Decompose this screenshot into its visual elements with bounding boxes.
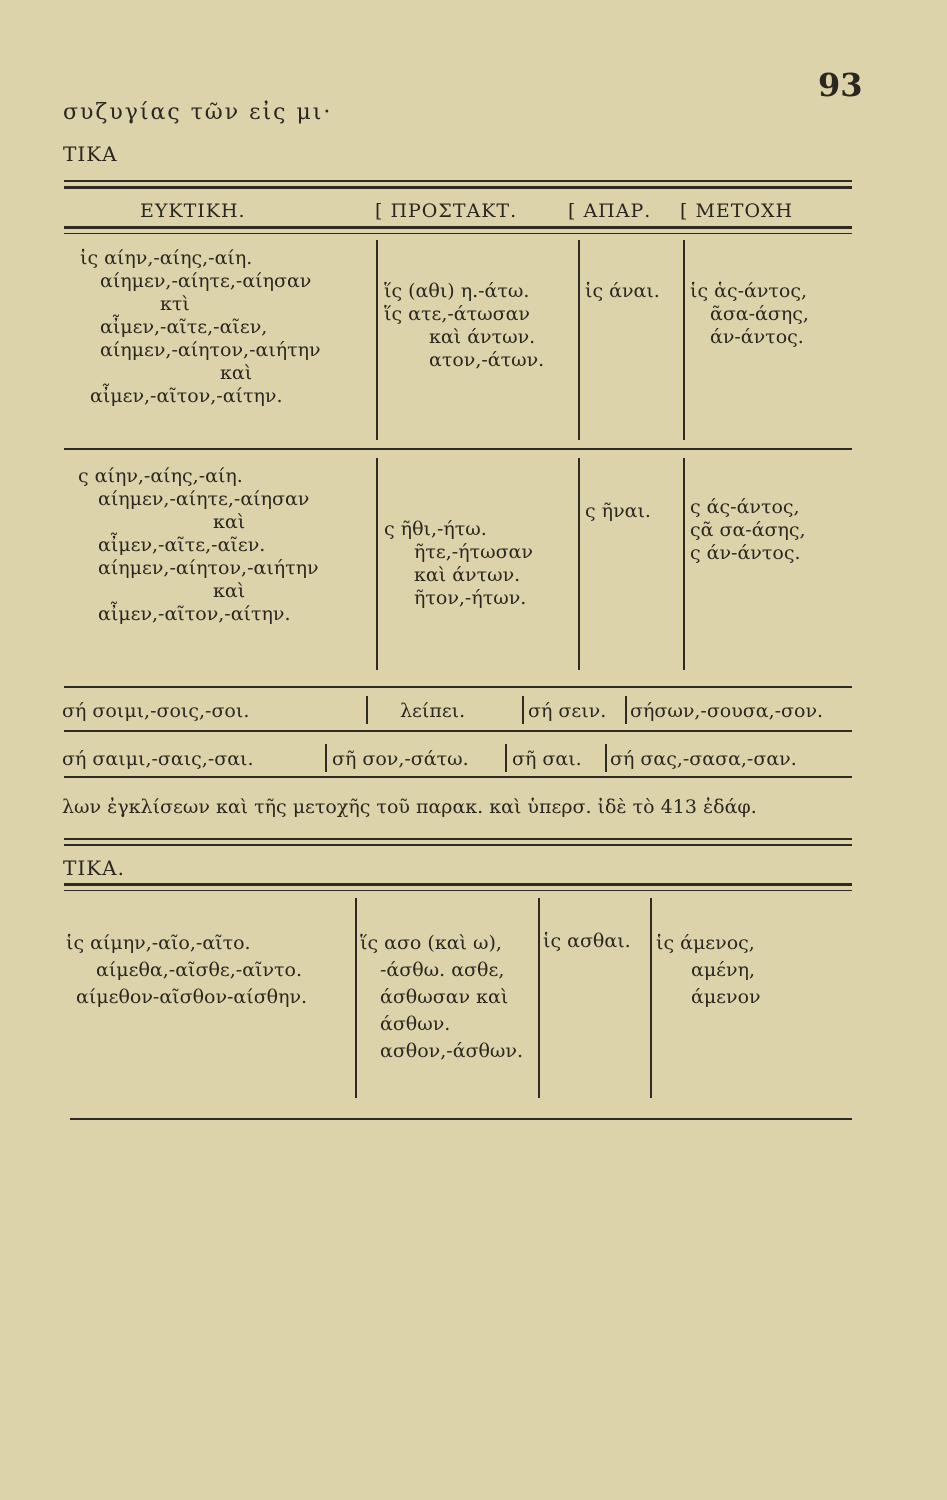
column-divider	[505, 744, 507, 772]
rule	[64, 730, 852, 732]
column-divider	[605, 744, 607, 772]
row3-imperative: λείπει.	[400, 700, 466, 722]
column-divider	[366, 696, 368, 724]
rule	[64, 686, 852, 688]
rule	[64, 838, 852, 840]
row4-optative: σή σαιμι,-σαις,-σαι.	[62, 748, 254, 770]
block1-participle: ἱς ἁς-άντος, ᾶσα-άσης, άν-άντος.	[690, 280, 809, 348]
block2-infinitive: ς ῆναι.	[585, 500, 651, 522]
column-divider	[578, 458, 580, 670]
rule	[64, 233, 852, 234]
block2-optative: ς αίην,-αίης,-αίη. αίημεν,-αίητε,-αίησαν καὶ αἶμεν,-αῖτε,-αῖεν. αίημεν,-αίητον,-αιήτην καὶ αἶμεν,-αῖτον,-αίτην.	[78, 465, 319, 625]
rule	[64, 448, 852, 450]
rule	[64, 226, 852, 229]
block2-imperative: ς ῆθι,-ήτω. ῆτε,-ήτωσαν καὶ άντων. ῆτον,-ήτων.	[384, 518, 533, 609]
rule	[64, 890, 852, 891]
column-divider	[650, 898, 652, 1098]
column-divider	[376, 240, 378, 440]
block1-optative: ἱς αίην,-αίης,-αίη. αίημεν,-αίητε,-αίησαν κτὶ αἶμεν,-αῖτε,-αῖεν, αίημεν,-αίητον,-αιήτην καὶ αἶμεν,-αῖτον,-αίτην.	[80, 247, 321, 407]
column-divider	[538, 898, 540, 1098]
column-divider	[355, 898, 357, 1098]
column-divider	[522, 696, 524, 724]
column-divider	[376, 458, 378, 670]
table2-participle: ἱς άμενος, αμένη, άμενον	[656, 932, 761, 1008]
rule	[64, 883, 852, 886]
header-infinitive: [ ΑΠΑΡ.	[568, 200, 652, 222]
rule	[64, 180, 852, 182]
column-divider	[683, 458, 685, 670]
block1-imperative: ἵς (αθι) η.-άτω. ἵς ατε,-άτωσαν καὶ άντων. ατον,-άτων.	[384, 280, 545, 371]
row4-imperative: σῆ σον,-σάτω.	[332, 748, 469, 770]
row3-optative: σή σοιμι,-σοις,-σοι.	[62, 700, 250, 722]
section2-label: ΤΙΚΑ.	[63, 856, 125, 880]
footnote-line: λων ἐγκλίσεων καὶ τῆς μετοχῆς τοῦ παρακ. καὶ ὑπερσ. ἰδὲ τὸ 413 ἐδάφ.	[62, 796, 757, 818]
running-title: συζυγίας τῶν εἰς μι·	[63, 100, 333, 125]
rule	[64, 776, 852, 778]
row3-participle: σήσων,-σουσα,-σον.	[630, 700, 824, 722]
table2-infinitive: ἱς ασθαι.	[543, 930, 631, 952]
column-divider	[325, 744, 327, 772]
row4-infinitive: σῆ σαι.	[512, 748, 582, 770]
section-label: ΤΙΚΑ	[63, 142, 118, 166]
header-imperative: [ ΠΡΟΣΤΑΚΤ.	[375, 200, 518, 222]
table2-optative: ἱς αίμην,-αῖο,-αῖτο. αίμεθα,-αῖσθε,-αῖντο. αίμεθον-αῖσθον-αίσθην.	[66, 932, 308, 1008]
header-participle: [ ΜΕΤΟΧΗ	[680, 200, 794, 222]
rule	[64, 844, 852, 846]
block2-participle: ς άς-άντος, ςᾶ σα-άσης, ς άν-άντος.	[690, 496, 806, 564]
row3-infinitive: σή σειν.	[528, 700, 607, 722]
block1-infinitive: ἱς άναι.	[585, 280, 660, 302]
header-optative: ΕΥΚΤΙΚΗ.	[140, 200, 246, 222]
rule	[70, 1118, 852, 1120]
row4-participle: σή σας,-σασα,-σαν.	[610, 748, 797, 770]
rule	[64, 186, 852, 189]
page-number: 93	[818, 66, 863, 104]
column-divider	[625, 696, 627, 724]
table2-imperative: ἵς ασο (καὶ ω), -άσθω. ασθε, άσθωσαν καὶ άσθων. ασθον,-άσθων.	[360, 932, 524, 1062]
column-divider	[578, 240, 580, 440]
column-divider	[683, 240, 685, 440]
